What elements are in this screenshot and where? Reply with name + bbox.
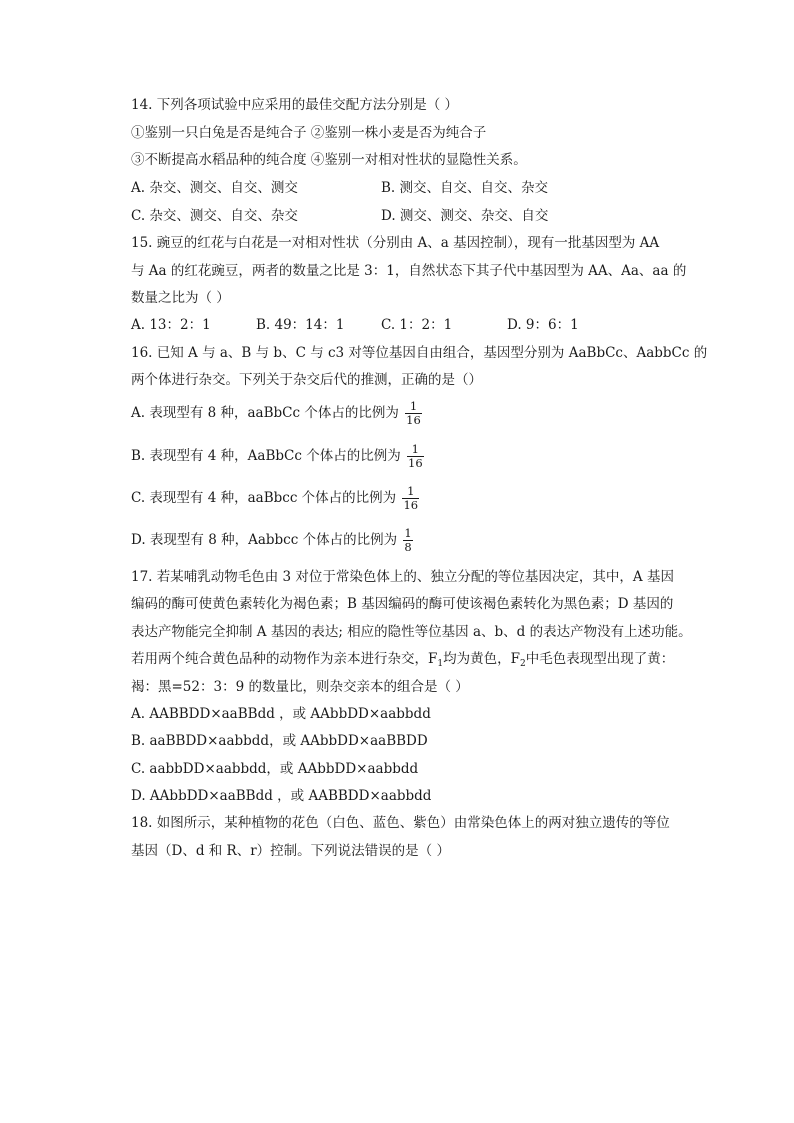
q14-option-b: B. 测交、自交、自交、杂交 [381,180,549,196]
q17-line-4-part-c: 中毛色表现型出现了黄： [525,651,675,667]
q14-option-c: C. 杂交、测交、自交、杂交 [131,208,298,224]
q15-option-c: C. 1：2：1 [381,317,453,333]
q16-option-a-text: A. 表现型有 8 种，aaBbCc 个体占的比例为 [131,405,399,421]
q17-line-2: 编码的酶可使黄色素转化为褐色素；B 基因编码的酶可使该褐色素转化为黑色素；D 基因的 [131,596,674,612]
q17-line-5: 褐：黑=52：3：9 的数量比，则杂交亲本的组合是（ ） [131,679,469,695]
fraction-numerator: 1 [407,484,415,498]
q17-option-c: C. aabbDD×aabbdd，或 AAbbDD×aabbdd [131,761,419,777]
q15-option-d: D. 9：6：1 [507,317,579,333]
q16-option-b-text: B. 表现型有 4 种，AaBbCc 个体占的比例为 [131,448,401,464]
q14-items-1: ①鉴别一只白兔是否是纯合子 ②鉴别一株小麦是否为纯合子 [131,125,487,141]
fraction-denominator: 16 [408,456,423,470]
q15-option-b: B. 49：14：1 [256,317,345,333]
q16-option-b [131,443,424,470]
fraction [405,400,422,427]
fraction-denominator: 16 [406,413,421,427]
fraction-denominator: 8 [404,540,412,554]
q16-option-d-text: D. 表现型有 8 种，Aabbcc 个体占的比例为 [131,532,398,548]
q16-line-1: 16. 已知 A 与 a、B 与 b、C 与 c3 对等位基因自由组合，基因型分别为 AaBbCc、AabbCc 的 [131,345,708,361]
q16-option-c [131,485,419,512]
q15-line-1: 15. 豌豆的红花与白花是一对相对性状（分别由 A、a 基因控制），现有一批基因型为 AA [131,235,660,251]
fraction-numerator: 1 [411,442,419,456]
q17-line-4-part-a: 若用两个纯合黄色品种的动物作为亲本进行杂交，F [131,651,438,667]
q14-items-2: ③不断提高水稻品种的纯合度 ④鉴别一对相对性状的显隐性关系。 [131,152,527,168]
fraction-denominator: 16 [403,498,419,512]
q18-line-2: 基因（D、d 和 R、r）控制。下列说法错误的是（ ） [131,843,450,859]
q14-option-d: D. 测交、测交、杂交、自交 [381,208,549,224]
fraction [407,443,424,470]
fraction [402,485,419,512]
q17-line-3: 表达产物能完全抑制 A 基因的表达; 相应的隐性等位基因 a、b、d 的表达产物没有上述功能。 [131,624,692,640]
f1-subscript: 1 [437,659,444,669]
q17-line-1: 17. 若某哺乳动物毛色由 3 对位于常染色体上的、独立分配的等位基因决定，其中，A 基因 [131,569,674,585]
q17-option-b: B. aaBBDD×aabbdd，或 AAbbDD×aaBBDD [131,733,428,749]
fraction-numerator: 1 [404,526,412,540]
q17-option-a: A. AABBDD×aaBBdd ，或 AAbbDD×aabbdd [131,706,431,722]
q16-option-a [131,400,422,427]
fraction-numerator: 1 [409,399,418,413]
q17-option-d: D. AAbbDD×aaBBdd ，或 AABBDD×aabbdd [131,788,432,804]
q16-option-d [131,527,413,554]
q16-line-2: 两个体进行杂交。下列关于杂交后代的推测，正确的是（） [131,372,482,388]
q17-line-4 [131,649,674,674]
q15-line-3: 数量之比为（ ） [131,290,230,306]
q15-option-a: A. 13：2：1 [131,317,211,333]
q15-line-2: 与 Aa 的红花豌豆，两者的数量之比是 3：1，自然状态下其子代中基因型为 AA、Aa、aa 的 [131,263,687,279]
q18-line-1: 18. 如图所示，某种植物的花色（白色、蓝色、紫色）由常染色体上的两对独立遗传的等位 [131,815,670,831]
q17-line-4-part-b: 均为黄色，F [443,651,520,667]
q14-stem: 14. 下列各项试验中应采用的最佳交配方法分别是（ ） [131,97,459,113]
f2-subscript: 2 [519,659,526,669]
q14-option-a: A. 杂交、测交、自交、测交 [131,180,298,196]
fraction [403,527,412,554]
q16-option-c-text: C. 表现型有 4 种，aaBbcc 个体占的比例为 [131,490,397,506]
